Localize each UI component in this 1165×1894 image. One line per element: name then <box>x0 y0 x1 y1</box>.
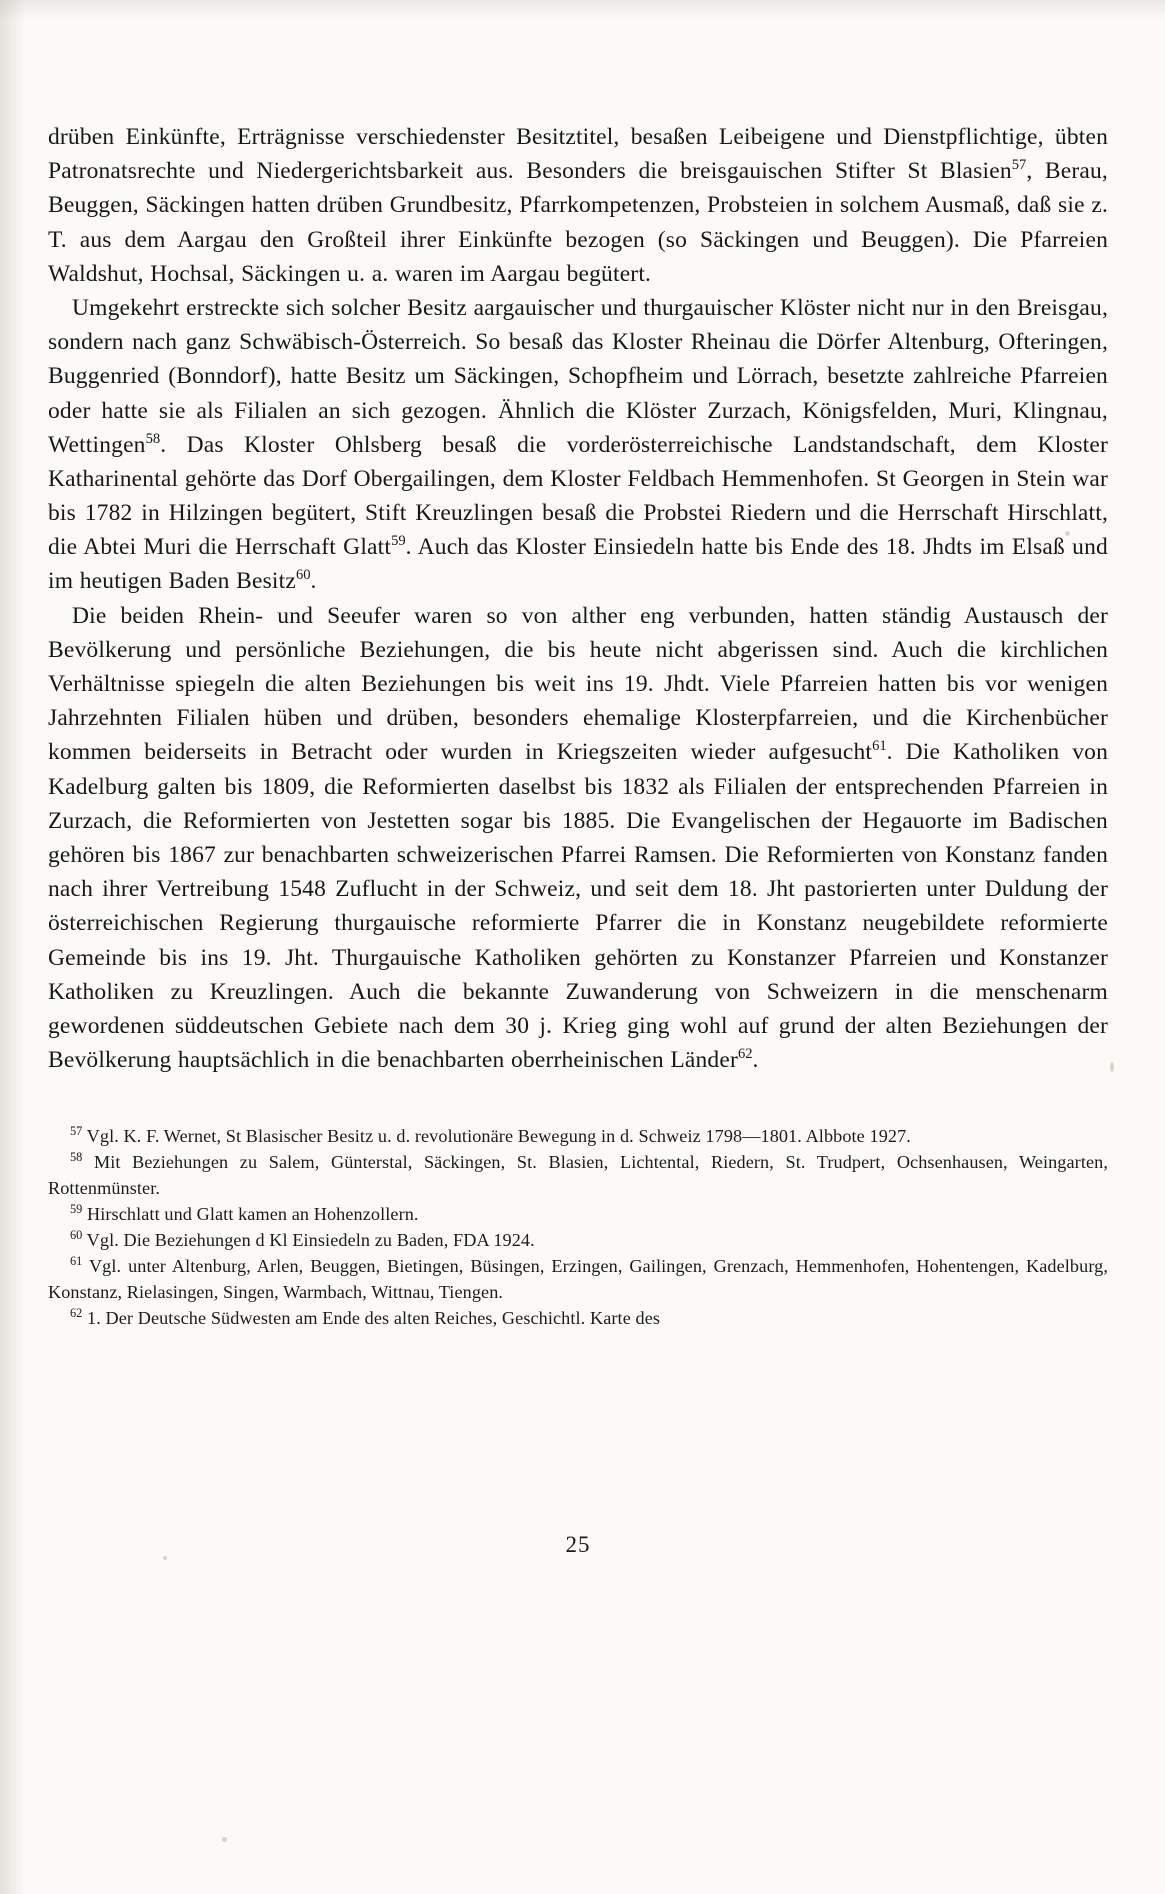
footnote-marker: 59 <box>70 1202 83 1217</box>
footnote-ref: 61 <box>872 738 887 755</box>
footnote-ref: 57 <box>1011 157 1027 174</box>
body-text-block <box>48 120 1108 1077</box>
footnote-item: $^{60}$ Vgl. Die Beziehungen d Kl Einsiedeln zu Baden, FDA 1924. <box>70 1228 535 1251</box>
footnote-item: $^{61}$ Vgl. unter Altenburg, Arlen, Beuggen, Bietingen, Büsingen, Erzingen, Gailingen, Grenzach, Hemmenhofen, Hohentengen, Kadelburg, Konstanz, Rielasingen, Singen, Warmbach, Wittnau, Tiengen. <box>48 1254 1108 1303</box>
footnote-marker: 62 <box>70 1306 83 1321</box>
paper-speck <box>222 1837 227 1842</box>
footnote-item: $^{58}$ Mit Beziehungen zu Salem, Günterstal, Säckingen, St. Blasien, Lichtental, Riedern, St. Trudpert, Ochsenhausen, Weingarten, Rottenmünster. <box>48 1150 1108 1199</box>
page-number: 25 <box>565 1532 591 1557</box>
page-edge-shading-top <box>0 0 1165 20</box>
footnote-ref: 58 <box>145 430 161 447</box>
footnote-item: $^{57}$ Vgl. K. F. Wernet, St Blasischer Besitz u. d. revolutionäre Bewegung in d. Schweiz 1798—1801. Albbote 1927. <box>70 1124 911 1147</box>
paragraph: drüben Einkünfte, Erträgnisse verschiedenster Besitztitel, besaßen Leibeigene und Dienstpflichtige, übten Patronatsrechte und Niedergerichtsbarkeit aus. Besonders die breisgauischen Stifter St Blasien$^{57}$, Berau, Beuggen, Säckingen hatten drüben Grundbesitz, Pfarrkompetenzen, Probsteien in solchem Ausmaß, daß sie z. T. aus dem Aargau den Großteil ihrer Einkünfte bezogen (so Säckingen und Beuggen). Die Pfarreien Waldshut, Hochsal, Säckingen u. a. waren im Aargau begütert. <box>48 124 1108 287</box>
footnote-marker: 58 <box>70 1150 83 1165</box>
footnote-ref: 59 <box>391 533 406 550</box>
paper-speck <box>1110 1062 1114 1072</box>
footnotes-block <box>48 1123 1108 1331</box>
footnote-marker: 60 <box>70 1228 83 1243</box>
footnote-item: $^{59}$ Hirschlatt und Glatt kamen an Hohenzollern. <box>70 1202 419 1225</box>
footnote-ref: 62 <box>737 1046 753 1063</box>
footnote-item: $^{62}$ 1. Der Deutsche Südwesten am Ende des alten Reiches, Geschichtl. Karte des <box>70 1306 661 1329</box>
paragraph: Die beiden Rhein- und Seeufer waren so von alther eng verbunden, hatten ständig Austausch der Bevölkerung und persönliche Beziehungen, die bis heute nicht abgerissen sind. Auch die kirchlichen Verhältnisse spiegeln die alten Beziehungen bis weit ins 19. Jhdt. Viele Pfarreien hatten bis vor wenigen Jahrzehnten Filialen hüben und drüben, besonders ehemalige Klosterpfarreien, und die Kirchenbücher kommen beiderseits in Betracht oder wurden in Kriegszeiten wieder aufgesucht$^{61}$. Die Katholiken von Kadelburg galten bis 1809, die Reformierten daselbst bis 1832 als Filialen der entsprechenden Pfarreien in Zurzach, die Reformierten von Jestetten sogar bis 1885. Die Evangelischen der Hegauorte im Badischen gehören bis 1867 zur benachbarten schweizerischen Pfarrei Ramsen. Die Reformierten von Konstanz fanden nach ihrer Vertreibung 1548 Zuflucht in der Schweiz, und seit dem 18. Jht pastorierten unter Duldung der österreichischen Regierung thurgauische reformierte Pfarrer die in Konstanz neugebildete reformierte Gemeinde bis ins 19. Jht. Thurgauische Katholiken gehörten zu Konstanzer Pfarreien und Konstanzer Katholiken zu Kreuzlingen. Auch die bekannte Zuwanderung von Schweizern in die menschenarm gewordenen süddeutschen Gebiete nach dem 30 j. Krieg ging wohl auf grund der alten Beziehungen der Bevölkerung hauptsächlich in die benachbarten oberrheinischen Länder$^{62}$. <box>48 602 1108 1074</box>
paragraph: Umgekehrt erstreckte sich solcher Besitz aargauischer und thurgauischer Klöster nicht nur in den Breisgau, sondern nach ganz Schwäbisch-Österreich. So besaß das Kloster Rheinau die Dörfer Altenburg, Ofteringen, Buggenried (Bonndorf), hatte Besitz um Säckingen, Schopfheim und Lörrach, besetzte zahlreiche Pfarreien oder hatte sie als Filialen an sich gezogen. Ähnlich die Klöster Zurzach, Königsfelden, Muri, Klingnau, Wettingen$^{58}$. Das Kloster Ohlsberg besaß die vorderösterreichische Landstandschaft, dem Kloster Katharinental gehörte das Dorf Obergailingen, dem Kloster Feldbach Hemmenhofen. St Georgen in Stein war bis 1782 in Hilzingen begütert, Stift Kreuzlingen besaß die Probstei Riedern und die Herrschaft Hirschlatt, die Abtei Muri die Herrschaft Glatt$^{59}$. Auch das Kloster Einsiedeln hatte bis Ende des 18. Jhdts im Elsaß und im heutigen Baden Besitz$^{60}$. <box>48 294 1108 595</box>
footnote-marker: 61 <box>70 1254 83 1269</box>
footnote-ref: 60 <box>295 567 311 584</box>
page-content <box>48 120 1108 1557</box>
page-edge-shading-left <box>0 0 26 1894</box>
footnote-marker: 57 <box>70 1124 83 1139</box>
